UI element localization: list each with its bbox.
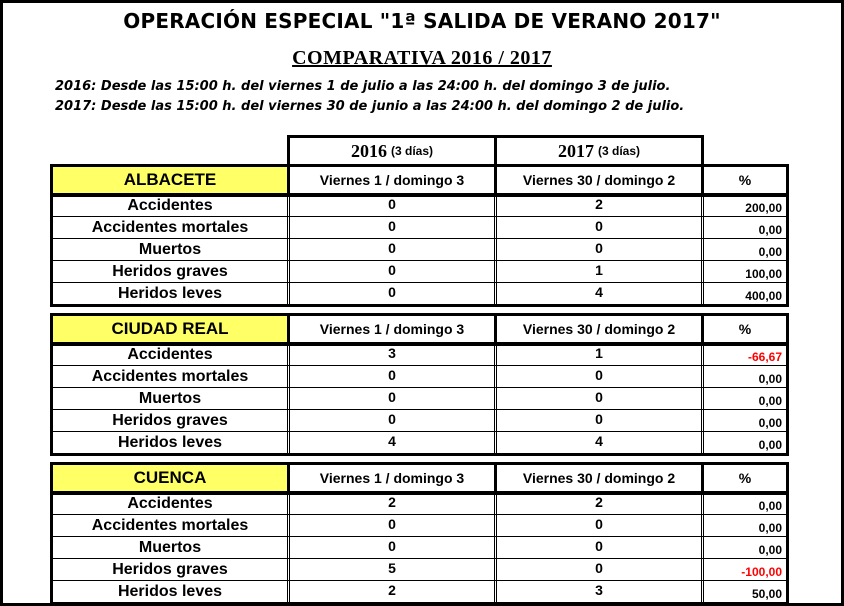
value-2017: 1 (494, 343, 704, 366)
value-2017: 3 (494, 580, 704, 603)
value-2017: 0 (494, 387, 704, 410)
period-2017: Viernes 30 / domingo 2 (494, 462, 704, 494)
value-2017: 0 (494, 558, 704, 581)
row-label: Heridos graves (50, 409, 290, 432)
percent-change: 400,00 (701, 282, 789, 305)
percent-change: 0,00 (701, 431, 789, 454)
value-2016: 0 (287, 387, 497, 410)
value-2017: 0 (494, 238, 704, 261)
value-2016: 0 (287, 282, 497, 305)
percent-change: 0,00 (701, 387, 789, 410)
city-name: CIUDAD REAL (50, 313, 290, 345)
value-2016: 3 (287, 343, 497, 366)
value-2017: 0 (494, 514, 704, 537)
percent-change: 50,00 (701, 580, 789, 603)
percent-change: 0,00 (701, 536, 789, 559)
value-2016: 0 (287, 216, 497, 239)
percent-change: 0,00 (701, 409, 789, 432)
row-label: Accidentes mortales (50, 365, 290, 388)
value-2016: 4 (287, 431, 497, 454)
percent-change: 0,00 (701, 514, 789, 537)
value-2016: 0 (287, 238, 497, 261)
header-year-2016 (287, 135, 497, 167)
value-2016: 2 (287, 580, 497, 603)
row-label: Accidentes (50, 194, 290, 217)
value-2017: 0 (494, 409, 704, 432)
note-2016: 2016: Desde las 15:00 h. del viernes 1 de julio a las 24:00 h. del domingo 3 de julio. (55, 79, 671, 94)
city-name: ALBACETE (50, 164, 290, 196)
row-label: Accidentes mortales (50, 514, 290, 537)
value-2016: 0 (287, 194, 497, 217)
value-2017: 1 (494, 260, 704, 283)
value-2016: 5 (287, 558, 497, 581)
value-2016: 0 (287, 365, 497, 388)
page-subtitle: COMPARATIVA 2016 / 2017 (292, 47, 552, 69)
percent-header: % (701, 462, 789, 494)
value-2017: 0 (494, 216, 704, 239)
percent-header: % (701, 313, 789, 345)
year-2016-label: 2016 (350, 140, 387, 161)
row-label: Heridos leves (50, 431, 290, 454)
percent-change: 0,00 (701, 492, 789, 515)
period-2016: Viernes 1 / domingo 3 (287, 313, 497, 345)
value-2016: 0 (287, 260, 497, 283)
percent-change: -100,00 (701, 558, 789, 581)
page-title: OPERACIÓN ESPECIAL "1ª SALIDA DE VERANO 2017" (123, 9, 721, 33)
row-label: Accidentes mortales (50, 216, 290, 239)
period-2016: Viernes 1 / domingo 3 (287, 164, 497, 196)
year-2016-days: (3 días) (390, 144, 433, 158)
value-2016: 0 (287, 536, 497, 559)
value-2017: 0 (494, 365, 704, 388)
percent-header: % (701, 164, 789, 196)
percent-change: 100,00 (701, 260, 789, 283)
row-label: Accidentes (50, 492, 290, 515)
period-2016: Viernes 1 / domingo 3 (287, 462, 497, 494)
year-2017-days: (3 días) (597, 144, 640, 158)
row-label: Muertos (50, 387, 290, 410)
row-label: Muertos (50, 536, 290, 559)
row-label: Heridos leves (50, 282, 290, 305)
row-label: Accidentes (50, 343, 290, 366)
percent-change: 0,00 (701, 238, 789, 261)
percent-change: 0,00 (701, 216, 789, 239)
value-2016: 0 (287, 409, 497, 432)
value-2017: 4 (494, 282, 704, 305)
percent-change: 200,00 (701, 194, 789, 217)
percent-change: 0,00 (701, 365, 789, 388)
value-2017: 4 (494, 431, 704, 454)
period-2017: Viernes 30 / domingo 2 (494, 164, 704, 196)
row-label: Heridos graves (50, 558, 290, 581)
value-2016: 2 (287, 492, 497, 515)
percent-change: -66,67 (701, 343, 789, 366)
value-2016: 0 (287, 514, 497, 537)
city-name: CUENCA (50, 462, 290, 494)
value-2017: 2 (494, 492, 704, 515)
note-2017: 2017: Desde las 15:00 h. del viernes 30 de junio a las 24:00 h. del domingo 2 de julio. (55, 99, 685, 114)
value-2017: 0 (494, 536, 704, 559)
row-label: Heridos graves (50, 260, 290, 283)
year-2017-label: 2017 (557, 140, 594, 161)
row-label: Muertos (50, 238, 290, 261)
value-2017: 2 (494, 194, 704, 217)
row-label: Heridos leves (50, 580, 290, 603)
period-2017: Viernes 30 / domingo 2 (494, 313, 704, 345)
header-year-2017 (494, 135, 704, 167)
